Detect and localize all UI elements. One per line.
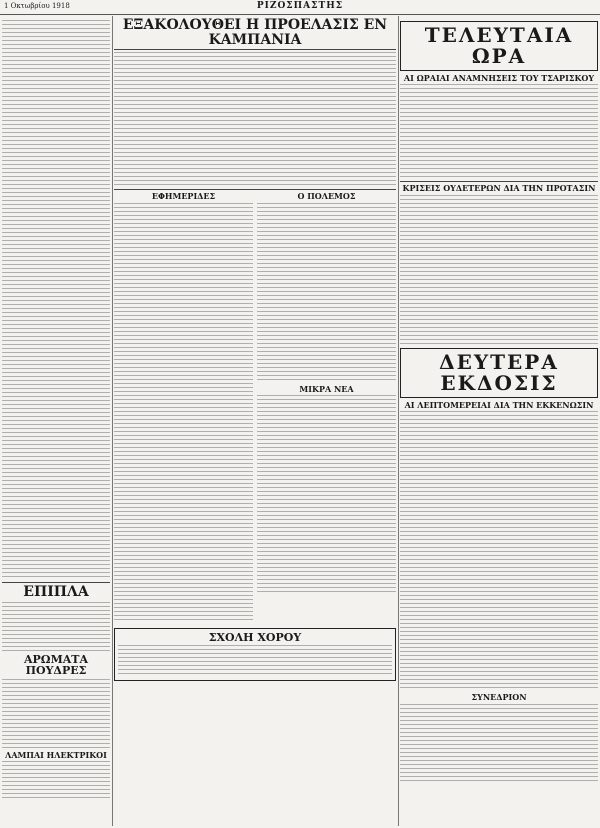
divider <box>2 582 110 583</box>
divider <box>400 181 598 182</box>
column-divider <box>398 16 399 826</box>
ad-box <box>114 628 396 682</box>
second-edition-box <box>400 348 598 398</box>
article-text <box>400 84 598 179</box>
ad-text <box>118 645 392 675</box>
last-hour-box <box>400 21 598 71</box>
masthead <box>0 0 600 15</box>
divider <box>114 189 396 190</box>
section-efimerides: ΕΦΗΜΕΡΙΔΕΣ <box>151 191 216 202</box>
article-text <box>400 411 598 691</box>
article-right <box>257 192 396 624</box>
article-text <box>400 195 598 345</box>
middle-column <box>114 18 396 826</box>
section-mikra: ΜΙΚΡΑ ΝΕΑ <box>299 383 354 394</box>
synedrion-headline: ΣΥΝΕΔΡΙΟΝ <box>471 692 527 703</box>
left-column <box>2 18 110 826</box>
divider <box>114 49 396 50</box>
article-text <box>257 203 396 383</box>
ad-epipla: ΕΠΙΠΛΑ <box>23 584 89 600</box>
column-divider <box>112 16 113 826</box>
second-edition-subheadline: ΑΙ ΛΕΠΤΟΜΕΡΕΙΑΙ ΔΙΑ ΤΗΝ ΕΚΚΕΝΩΣΙΝ <box>404 399 594 410</box>
ad-aromata: ΑΡΩΜΑΤΑ ΠΟΥΔΡΕΣ <box>23 652 89 678</box>
last-hour-headline: ΤΕΛΕΥΤΑΙΑ ΩΡΑ <box>424 23 574 68</box>
ad-text <box>2 761 110 801</box>
school-ad: ΣΧΟΛΗ ΧΟΡΟΥ <box>208 630 302 644</box>
issue-date: 1 Οκτωβρίου 1918 <box>4 2 70 10</box>
article-text <box>400 704 598 784</box>
ad-text <box>2 602 110 652</box>
crisis-headline: ΚΡΙΣΕΙΣ ΟΥΔΕΤΕΡΩΝ ΔΙΑ ΤΗΝ ΠΡΟΤΑΣΙΝ <box>402 183 596 194</box>
article-left <box>114 192 253 624</box>
second-edition-headline: ΔΕΥΤΕΡΑ ΕΚΔΟΣΙΣ <box>439 349 559 395</box>
section-polemos: Ο ΠΟΛΕΜΟΣ <box>297 191 356 202</box>
article-text <box>2 20 110 580</box>
newspaper-name: ΡΙΖΟΣΠΑΣΤΗΣ <box>256 1 344 11</box>
ad-text <box>2 679 110 749</box>
article-grid <box>114 192 396 624</box>
last-hour-subheadline: ΑΙ ΩΡΑΙΑΙ ΑΝΑΜΝΗΣΕΙΣ ΤΟΥ ΤΣΑΡΙΣΚΟΥ <box>403 73 595 83</box>
ad-lampai: ΛΑΜΠΑΙ ΗΛΕΚΤΡΙΚΟΙ <box>5 749 107 760</box>
right-column <box>400 18 598 826</box>
main-headline: ΕΞΑΚΟΛΟΥΘΕΙ Η ΠΡΟΕΛΑΣΙΣ ΕΝ ΚΑΜΠΑΝΙΑ <box>122 18 388 48</box>
article-text <box>114 203 253 623</box>
article-text <box>114 52 396 187</box>
article-text <box>257 395 396 595</box>
